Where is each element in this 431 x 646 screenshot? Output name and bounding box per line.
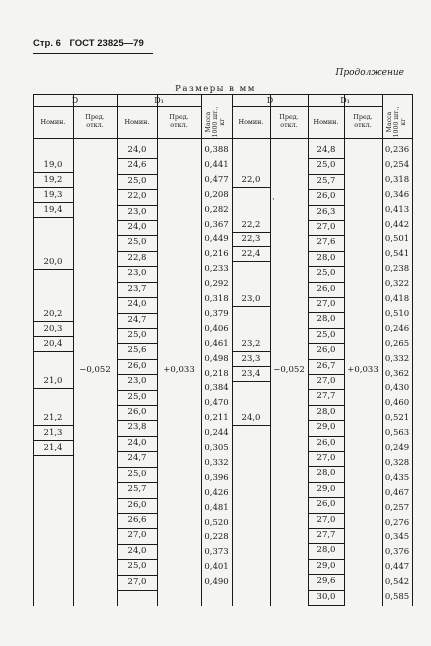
- header-deviation-line: откл.: [280, 121, 298, 129]
- d1-nominal-cell: 24,6: [127, 160, 147, 171]
- header-deviation-line: откл.: [354, 121, 372, 129]
- row-rule: [308, 543, 344, 544]
- d1-nominal-cell: 29,0: [316, 422, 336, 433]
- mass-cell: 0,442: [384, 219, 410, 230]
- header-deviation-line: откл.: [170, 121, 188, 129]
- page-label: Стр. 6: [33, 38, 61, 49]
- row-rule: [308, 389, 344, 390]
- row-rule: [117, 528, 157, 529]
- mass-cell: 0,249: [384, 443, 410, 453]
- row-rule: [308, 251, 344, 252]
- mass-cell: 0,265: [384, 338, 410, 349]
- d1-nominal-cell: 28,0: [316, 252, 336, 263]
- row-rule: [308, 574, 344, 575]
- row-rule: [308, 297, 344, 298]
- row-rule: [308, 590, 344, 591]
- mass-cell: 0,246: [384, 323, 410, 334]
- row-rule: [308, 359, 344, 360]
- d-nominal-cell: 21,4: [43, 443, 63, 453]
- mass-cell: 0,318: [384, 174, 410, 185]
- row-rule: [232, 261, 270, 262]
- header-deviation: [270, 113, 308, 129]
- row-rule: [33, 336, 73, 337]
- header-nominal: Номин.: [40, 118, 66, 126]
- row-rule: [232, 306, 270, 307]
- mass-cell: 0,362: [384, 368, 410, 379]
- row-rule: [308, 405, 344, 406]
- row-rule: [308, 312, 344, 313]
- header-d-left: D: [71, 96, 79, 105]
- row-rule: [308, 559, 344, 560]
- col-line: [201, 94, 202, 606]
- d-nominal-cell: 23,3: [241, 353, 261, 364]
- row-rule: [117, 590, 157, 591]
- row-rule: [117, 575, 157, 576]
- mass-cell: 0,216: [204, 249, 229, 260]
- d1-nominal-cell: 25,7: [127, 484, 147, 495]
- row-rule: [308, 605, 344, 606]
- table-top-rule: [33, 94, 412, 95]
- row-rule: [117, 420, 157, 421]
- header-deviation-line: Пред.: [85, 113, 105, 121]
- row-rule: [308, 235, 344, 236]
- d1-nominal-cell: 26,0: [316, 345, 336, 356]
- row-rule: [308, 374, 344, 375]
- d-nominal-cell: 21,3: [43, 428, 63, 439]
- row-rule: [33, 351, 73, 352]
- mass-cell: 0,332: [204, 457, 229, 468]
- d1-nominal-cell: 23,0: [127, 376, 147, 387]
- header-nominal: Номин.: [238, 118, 264, 126]
- d-nominal-cell: 23,4: [241, 368, 261, 379]
- row-rule: [117, 220, 157, 221]
- mass-cell: 0,406: [204, 323, 229, 334]
- d-nominal-cell: 19,4: [43, 204, 63, 215]
- row-rule: [33, 388, 73, 389]
- mass-cell: 0,376: [384, 547, 410, 558]
- d1-nominal-cell: 29,0: [316, 483, 336, 494]
- d1-tolerance-right: +0,033: [347, 365, 379, 375]
- d1-nominal-cell: 24,0: [127, 222, 147, 233]
- d1-nominal-cell: 25,0: [127, 391, 147, 402]
- d1-nominal-cell: 27,6: [316, 237, 336, 248]
- col-line: [344, 94, 345, 606]
- mass-cell: 0,322: [384, 279, 410, 290]
- header-deviation: [344, 113, 382, 129]
- mass-cell: 0,282: [204, 204, 229, 215]
- row-rule: [117, 405, 157, 406]
- d-tolerance-right: −0,052: [273, 365, 305, 375]
- d1-nominal-cell: 24,7: [127, 314, 147, 325]
- row-rule: [117, 436, 157, 437]
- d1-nominal-cell: 26,0: [127, 360, 147, 371]
- header-d1-left: D₁: [154, 96, 164, 105]
- header-nominal: Номин.: [313, 118, 339, 126]
- row-rule: [308, 343, 344, 344]
- row-rule: [117, 297, 157, 298]
- d1-nominal-cell: 26,0: [127, 499, 147, 510]
- mass-cell: 0,460: [384, 398, 410, 409]
- mass-cell: 0,461: [204, 338, 229, 349]
- row-rule: [232, 351, 270, 352]
- col-line: [382, 94, 383, 606]
- d1-nominal-cell: 26,0: [316, 283, 336, 294]
- d1-nominal-cell: 24,0: [127, 437, 147, 448]
- row-rule: [33, 455, 73, 456]
- mass-cell: 0,373: [204, 547, 229, 558]
- d1-nominal-cell: 24,8: [316, 145, 336, 155]
- header-deviation: [157, 113, 201, 129]
- d1-nominal-cell: 25,6: [127, 345, 147, 356]
- row-rule: [308, 205, 344, 206]
- d1-nominal-cell: 26,0: [316, 499, 336, 510]
- mass-cell: 0,236: [384, 145, 410, 155]
- mass-cell: 0,521: [384, 413, 410, 424]
- d1-nominal-cell: 25,0: [127, 561, 147, 572]
- row-rule: [232, 246, 270, 247]
- d-nominal-cell: 19,3: [43, 189, 63, 200]
- d1-nominal-cell: 27,7: [316, 529, 336, 540]
- mass-cell: 0,328: [384, 457, 410, 468]
- row-rule: [308, 266, 344, 267]
- row-rule: [308, 497, 344, 498]
- d1-nominal-cell: 27,0: [316, 452, 336, 463]
- d-nominal-cell: 22,0: [241, 174, 261, 185]
- row-rule: [33, 187, 73, 188]
- mass-cell: 0,332: [384, 353, 410, 364]
- row-rule: [117, 390, 157, 391]
- d1-nominal-cell: 27,0: [316, 298, 336, 309]
- row-rule: [308, 158, 344, 159]
- stray-mark: ·: [272, 195, 275, 205]
- standard-number: ГОСТ 23825—79: [69, 38, 144, 49]
- mass-cell: 0,510: [384, 308, 410, 319]
- d1-nominal-cell: 23,7: [127, 283, 147, 294]
- mass-cell: 0,563: [384, 428, 410, 439]
- header-deviation-line: Пред.: [279, 113, 299, 121]
- d1-nominal-cell: 26,3: [316, 206, 336, 217]
- row-rule: [117, 205, 157, 206]
- d1-nominal-cell: 24,0: [127, 299, 147, 310]
- d1-nominal-cell: 26,0: [127, 407, 147, 418]
- row-rule: [308, 451, 344, 452]
- mass-cell: 0,449: [204, 234, 229, 245]
- mass-cell: 0,345: [384, 532, 410, 543]
- d1-nominal-cell: 23,0: [127, 268, 147, 279]
- row-rule: [117, 451, 157, 452]
- row-rule: [232, 366, 270, 367]
- mass-cell: 0,498: [204, 353, 229, 364]
- d1-tolerance-left: +0,033: [163, 365, 195, 375]
- row-rule: [33, 425, 73, 426]
- d1-nominal-cell: 27,0: [316, 514, 336, 525]
- d1-nominal-cell: 27,0: [127, 576, 147, 587]
- mass-cell: 0,292: [204, 279, 229, 290]
- row-rule: [117, 282, 157, 283]
- mass-cell: 0,257: [384, 502, 410, 513]
- d1-nominal-cell: 25,0: [127, 468, 147, 479]
- mass-cell: 0,388: [204, 145, 229, 155]
- row-rule: [117, 189, 157, 190]
- mass-cell: 0,238: [384, 264, 410, 275]
- row-rule: [33, 321, 73, 322]
- d1-nominal-cell: 24,0: [127, 145, 147, 155]
- mass-cell: 0,413: [384, 204, 410, 215]
- d-nominal-cell: 20,4: [43, 338, 63, 349]
- mass-cell: 0,211: [204, 413, 229, 424]
- row-rule: [308, 528, 344, 529]
- row-rule: [308, 513, 344, 514]
- mass-cell: 0,233: [204, 264, 229, 275]
- row-rule: [308, 174, 344, 175]
- d1-nominal-cell: 26,0: [316, 191, 336, 202]
- header-mass: Масса 1000 шт., кг: [386, 106, 407, 138]
- mass-cell: 0,218: [204, 368, 229, 379]
- mass-cell: 0,426: [204, 487, 229, 498]
- mass-cell: 0,467: [384, 487, 410, 498]
- mass-cell: 0,254: [384, 159, 410, 170]
- mass-cell: 0,470: [204, 398, 229, 409]
- col-line: [412, 94, 413, 606]
- d1-nominal-cell: 25,0: [316, 329, 336, 340]
- header-mass: Масса 1000 шт., кг: [205, 106, 226, 138]
- d1-nominal-cell: 27,0: [316, 221, 336, 232]
- row-rule: [308, 220, 344, 221]
- mass-cell: 0,501: [384, 234, 410, 245]
- d-nominal-cell: 24,0: [241, 413, 261, 424]
- d-tolerance-left: −0,052: [79, 365, 111, 375]
- row-rule: [117, 467, 157, 468]
- row-rule: [308, 282, 344, 283]
- mass-cell: 0,418: [384, 294, 410, 304]
- d-nominal-cell: 19,0: [43, 159, 63, 170]
- row-rule: [232, 425, 270, 426]
- row-rule: [33, 202, 73, 203]
- mass-cell: 0,447: [384, 562, 410, 573]
- d1-nominal-cell: 25,0: [127, 175, 147, 186]
- d1-nominal-cell: 23,0: [127, 206, 147, 217]
- header-rule: [33, 53, 153, 54]
- d1-nominal-cell: 30,0: [316, 591, 336, 602]
- d-nominal-cell: 22,2: [241, 219, 261, 230]
- row-rule: [117, 251, 157, 252]
- d-nominal-cell: 23,0: [241, 294, 261, 304]
- row-rule: [117, 359, 157, 360]
- d1-nominal-cell: 23,8: [127, 422, 147, 433]
- d-nominal-cell: 21,0: [43, 375, 63, 386]
- mass-cell: 0,541: [384, 249, 410, 260]
- d-nominal-cell: 20,3: [43, 323, 63, 334]
- mass-cell: 0,441: [204, 159, 229, 170]
- d1-nominal-cell: 28,0: [316, 406, 336, 417]
- header-group-rule-right: [232, 106, 382, 107]
- row-rule: [33, 440, 73, 441]
- d-nominal-cell: 22,4: [241, 249, 261, 260]
- row-rule: [232, 381, 270, 382]
- header-deviation-line: Пред.: [353, 113, 373, 121]
- row-rule: [308, 328, 344, 329]
- row-rule: [117, 328, 157, 329]
- row-rule: [308, 420, 344, 421]
- d-nominal-cell: 23,2: [241, 338, 261, 349]
- d1-nominal-cell: 27,0: [316, 375, 336, 386]
- mass-cell: 0,318: [204, 294, 229, 304]
- dimensions-table: [33, 94, 412, 606]
- header-deviation-line: откл.: [86, 121, 104, 129]
- row-rule: [33, 217, 73, 218]
- d-nominal-cell: 22,3: [241, 234, 261, 245]
- header-d1-right: D₁: [340, 96, 350, 105]
- mass-cell: 0,346: [384, 189, 410, 200]
- row-rule: [117, 513, 157, 514]
- row-rule: [33, 269, 73, 270]
- mass-cell: 0,585: [384, 592, 410, 602]
- mass-cell: 0,379: [204, 308, 229, 319]
- row-rule: [117, 174, 157, 175]
- col-line: [73, 94, 74, 606]
- mass-cell: 0,401: [204, 562, 229, 573]
- col-line: [270, 94, 271, 606]
- header-nominal: Номин.: [124, 118, 150, 126]
- mass-cell: 0,430: [384, 383, 410, 394]
- header-d-right: D: [266, 96, 274, 105]
- mass-cell: 0,477: [204, 174, 229, 185]
- d1-nominal-cell: 25,0: [316, 160, 336, 171]
- row-rule: [117, 266, 157, 267]
- row-rule: [117, 498, 157, 499]
- row-rule: [308, 466, 344, 467]
- row-rule: [117, 343, 157, 344]
- mass-cell: 0,244: [204, 428, 229, 439]
- mass-cell: 0,384: [204, 383, 229, 394]
- row-rule: [232, 232, 270, 233]
- row-rule: [308, 189, 344, 190]
- mass-cell: 0,520: [204, 517, 229, 528]
- mass-cell: 0,481: [204, 502, 229, 513]
- d1-nominal-cell: 26,0: [316, 437, 336, 448]
- mass-cell: 0,396: [204, 472, 229, 483]
- mass-cell: 0,305: [204, 443, 229, 453]
- d-nominal-cell: 21,2: [43, 413, 63, 424]
- row-rule: [308, 436, 344, 437]
- d1-nominal-cell: 27,0: [127, 530, 147, 541]
- header-deviation: [73, 113, 117, 129]
- d1-nominal-cell: 25,0: [316, 268, 336, 279]
- header-deviation-line: Пред.: [169, 113, 189, 121]
- mass-cell: 0,228: [204, 532, 229, 543]
- d1-nominal-cell: 22,8: [127, 252, 147, 263]
- row-rule: [117, 235, 157, 236]
- d-nominal-cell: 20,2: [43, 308, 63, 319]
- d1-nominal-cell: 25,7: [316, 175, 336, 186]
- row-rule: [117, 482, 157, 483]
- d1-nominal-cell: 29,0: [316, 560, 336, 571]
- d-nominal-cell: 19,2: [43, 174, 63, 185]
- d1-nominal-cell: 28,0: [316, 545, 336, 556]
- page-header: [33, 38, 413, 54]
- col-line: [157, 94, 158, 606]
- row-rule: [117, 559, 157, 560]
- mass-cell: 0,367: [204, 219, 229, 230]
- d1-nominal-cell: 25,0: [127, 329, 147, 340]
- d1-nominal-cell: 28,0: [316, 468, 336, 479]
- d1-nominal-cell: 22,0: [127, 191, 147, 202]
- mass-cell: 0,542: [384, 577, 410, 588]
- d1-nominal-cell: 26,7: [316, 360, 336, 371]
- row-rule: [33, 172, 73, 173]
- d1-nominal-cell: 25,0: [127, 237, 147, 248]
- row-rule: [117, 158, 157, 159]
- row-rule: [308, 482, 344, 483]
- mass-cell: 0,435: [384, 472, 410, 483]
- mass-cell: 0,490: [204, 577, 229, 588]
- d1-nominal-cell: 29,6: [316, 576, 336, 587]
- d1-nominal-cell: 26,6: [127, 514, 147, 525]
- row-rule: [117, 544, 157, 545]
- row-rule: [232, 187, 270, 188]
- d1-nominal-cell: 28,0: [316, 314, 336, 325]
- d1-nominal-cell: 24,7: [127, 453, 147, 464]
- mass-cell: 0,276: [384, 517, 410, 528]
- d-nominal-cell: 20,0: [43, 256, 63, 267]
- continuation-note: Продолжение: [335, 68, 404, 78]
- row-rule: [117, 374, 157, 375]
- mass-cell: 0,208: [204, 189, 229, 200]
- d1-nominal-cell: 27,7: [316, 391, 336, 402]
- row-rule: [117, 313, 157, 314]
- table-caption: Размеры в мм: [175, 84, 256, 94]
- d1-nominal-cell: 24,0: [127, 545, 147, 556]
